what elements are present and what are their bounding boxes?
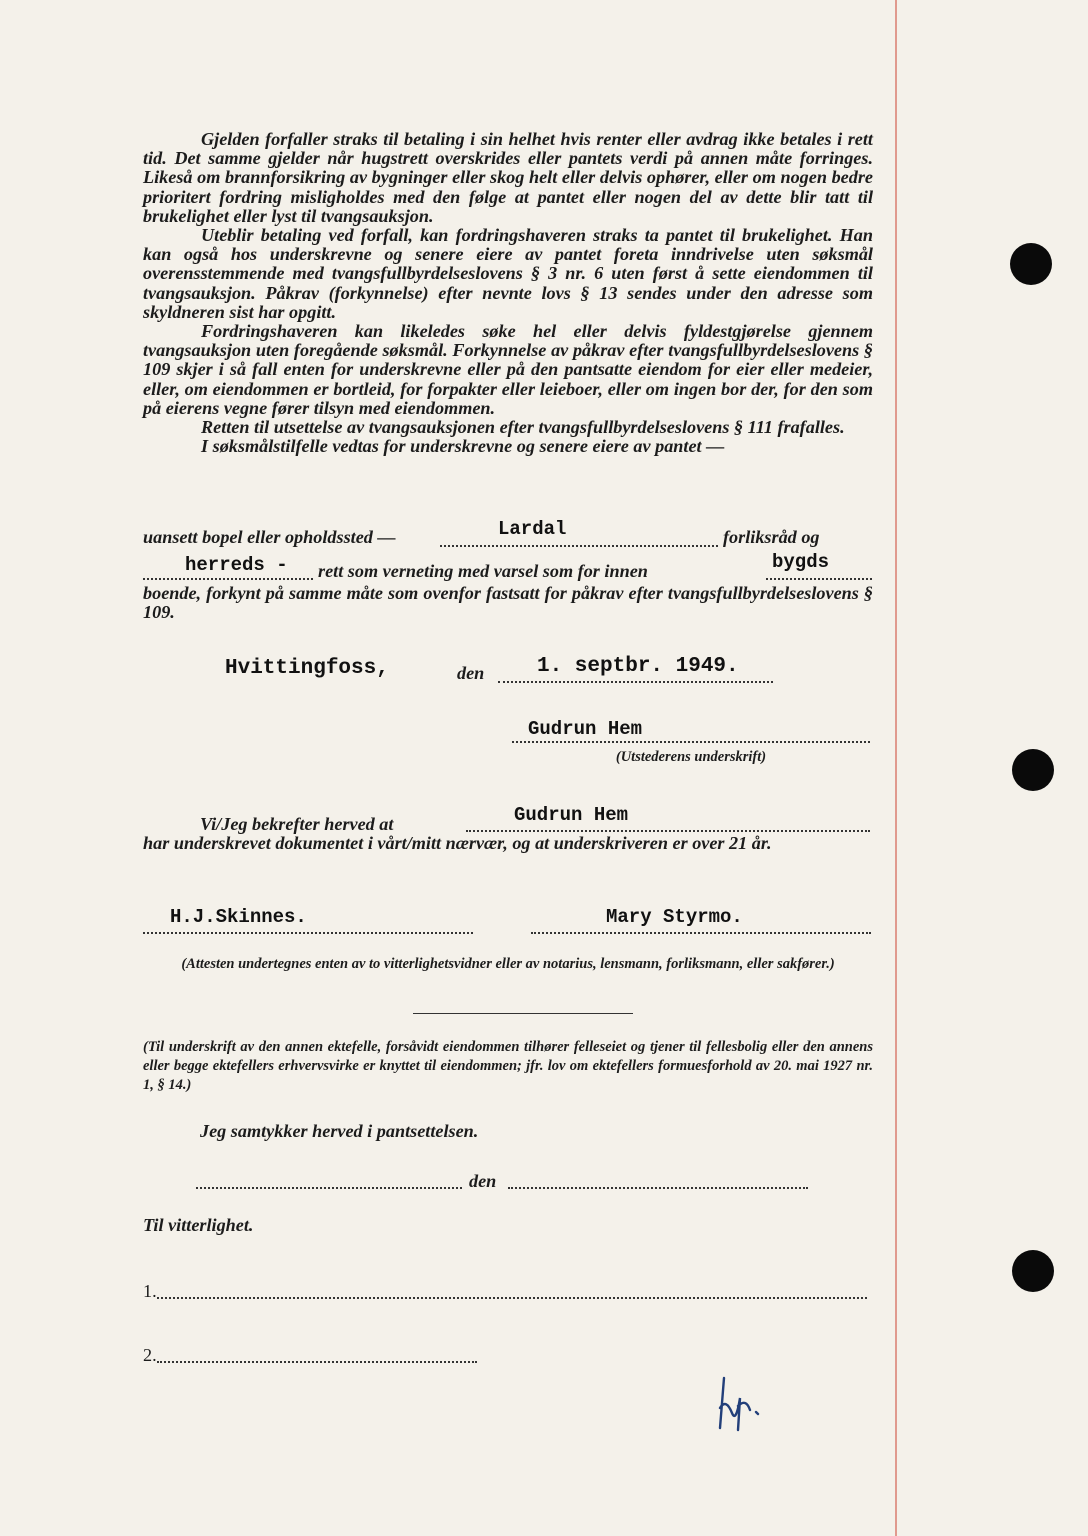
binder-hole	[1012, 749, 1054, 791]
issuer-name: Gudrun Hem	[528, 718, 643, 740]
venue-tail	[143, 584, 873, 622]
venue-scope: bygds	[772, 551, 830, 573]
attest-line-1	[157, 1297, 867, 1299]
witness-1: H.J.Skinnes.	[170, 906, 307, 928]
attest-number-1: 1.	[143, 1281, 157, 1301]
dotted-field	[466, 830, 870, 832]
attest-title: Til vitterlighet.	[143, 1215, 254, 1235]
signature-line	[512, 741, 870, 743]
margin-rule	[895, 0, 897, 1536]
divider	[413, 1013, 633, 1014]
consent-text: Jeg samtykker herved i pantsettelsen.	[200, 1121, 479, 1141]
venue-mid: rett som verneting med varsel som for innen	[318, 561, 648, 581]
venue-court: herreds -	[185, 554, 288, 576]
confirm-name: Gudrun Hem	[514, 804, 629, 826]
dotted-field	[766, 578, 872, 580]
initials-mark	[712, 1368, 772, 1438]
binder-hole	[1010, 243, 1052, 285]
confirm-rest	[143, 834, 873, 853]
dotted-field	[196, 1187, 462, 1189]
witness-2: Mary Styrmo.	[606, 906, 743, 928]
paragraph-auction: Fordringshaveren kan likeledes søke hel eller delvis fyldestgjørelse gjennem tvangsauksjon uten foregående søksmål. Forkynnelse av påkrav efter tvangsfullbyrdelseslovens § 109 skjer i så fall enten for underskrevne eller på den pantsatte eiendom for eier eller medeier, eller, om eiendommen er bortleid, for forpakter eller leieboer, eller om ingen bor der, for den som på eierens vegne fører tilsyn med eiendommen.	[143, 321, 873, 418]
paragraph-postponement: Retten til utsettelse av tvangsauksjonen efter tvangsfullbyrdelseslovens § 111 frafalles.	[201, 417, 845, 438]
terms-text	[143, 130, 873, 456]
witness-line	[531, 932, 871, 934]
date-filled: 1. septbr. 1949.	[537, 655, 739, 678]
dotted-field	[498, 681, 773, 683]
attest-number-2: 2.	[143, 1345, 157, 1365]
witness-line	[143, 932, 473, 934]
paragraph-venue-intro: I søksmålstilfelle vedtas for underskrevne og senere eiere av pantet —	[201, 436, 725, 457]
confirm-rest-text: har underskrevet dokumentet i vårt/mitt nærvær, og at underskriveren er over 21 år.	[143, 833, 772, 853]
venue-prefix: uansett bopel eller opholdssted —	[143, 527, 396, 547]
confirm-lead: Vi/Jeg bekrefter herved at	[200, 814, 394, 834]
binder-hole	[1012, 1250, 1054, 1292]
consent-den: den	[469, 1171, 497, 1191]
issuer-caption: (Utstederens underskrift)	[615, 749, 767, 765]
spouse-note: (Til underskrift av den annen ektefelle, forsåvidt eiendommen tilhører felleseiet og tjener til fellesbolig eller den annens eller begge ektefellers erhvervsvirke er knyttet til eiendommen; jfr. lov om ektefellers formuesforhold av 20. mai 1927 nr. 1, § 14.)	[143, 1039, 873, 1093]
venue-tail-text: boende, forkynt på samme måte som ovenfor fastsatt for påkrav efter tvangsfullbyrdelseslovens § 109.	[143, 583, 873, 623]
venue-suffix: forliksråd og	[723, 527, 820, 547]
witness-note: (Attesten undertegnes enten av to vitterlighetsvidner eller av notarius, lensmann, forliksmann, eller sakfører.)	[181, 956, 835, 972]
dotted-field	[508, 1187, 808, 1189]
paragraph-collection: Uteblir betaling ved forfall, kan fordringshaveren straks ta pantet til brukelighet. Han kan også hos underskrevne og senere eiere av pantet foreta inndrivelse uten søksmål overensstemmende med tvangsfullbyrdelseslovens § 3 nr. 6 uten først å sette eiendommen til tvangsauksjon. Påkrav (forkynnelse) efter nevnte lovs § 13 sendes under den adresse som skyldneren sist har opgitt.	[143, 225, 873, 322]
dotted-field	[440, 545, 718, 547]
dotted-field	[143, 578, 313, 580]
attest-line-2	[157, 1361, 477, 1363]
place-filled: Hvittingfoss,	[225, 657, 389, 680]
venue-place: Lardal	[498, 518, 567, 540]
paragraph-default: Gjelden forfaller straks til betaling i sin helhet hvis renter eller avdrag ikke betales i rett tid. Det samme gjelder når hugstrett overskrides eller pantets verdi på annen måte forringes. Likeså om brannforsikring av bygninger eller skog helt eller delvis ophører, eller om nogen bedre prioritert fordring misligholdes med den følge at pantet eller nogen del av dette blir tatt til brukelighet eller lyst til tvangsauksjon.	[143, 129, 873, 226]
den-label: den	[457, 663, 485, 683]
